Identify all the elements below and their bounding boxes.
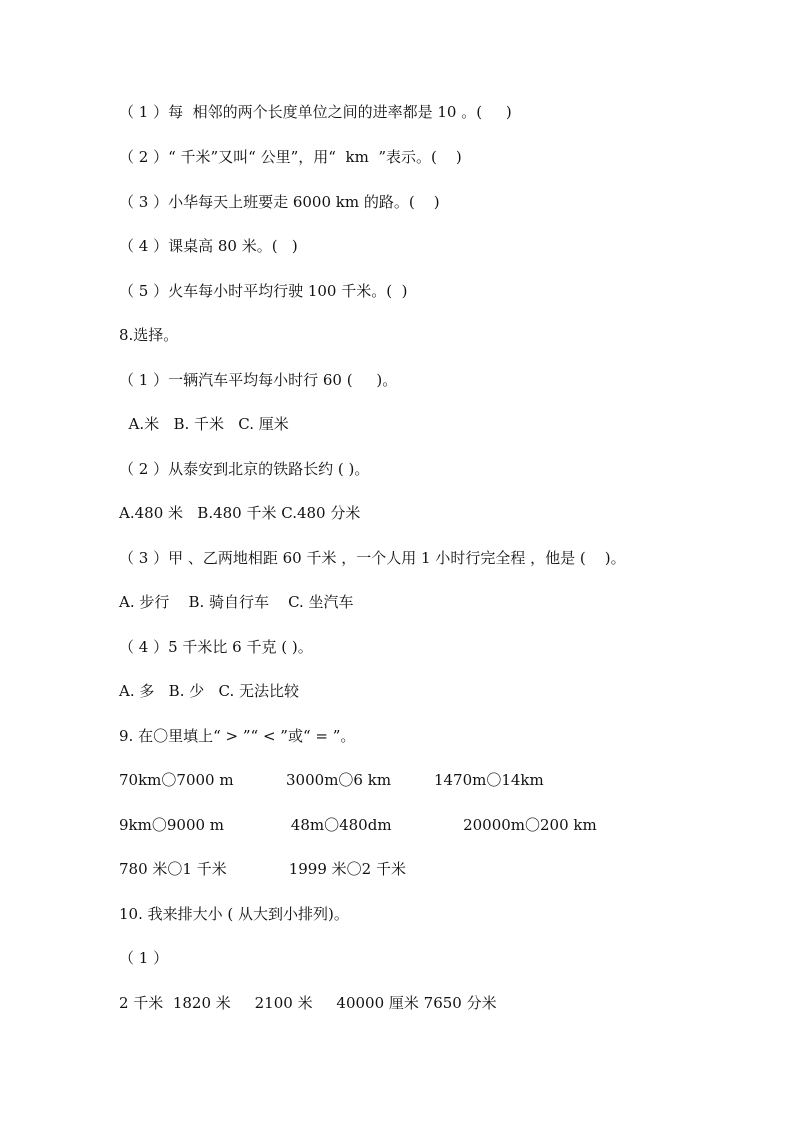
section-9-heading: 9. 在〇里填上“ > ”“ < ”或“ = ”。	[119, 727, 356, 745]
section-8-heading: 8.选择。	[119, 326, 179, 344]
choice-options-3: A. 步行 B. 骑自行车 C. 坐汽车	[119, 593, 354, 611]
order-item-1-label: （ 1 ）	[119, 949, 169, 967]
choice-options-2: A.480 米 B.480 千米 C.480 分米	[119, 504, 361, 522]
compare-row-2: 9km〇9000 m 48m〇480dm 20000m〇200 km	[119, 816, 597, 834]
compare-row-1: 70km〇7000 m 3000m〇6 km 1470m〇14km	[119, 771, 544, 789]
choice-options-4: A. 多 B. 少 C. 无法比较	[119, 682, 300, 700]
choice-options-1: A.米 B. 千米 C. 厘米	[119, 415, 289, 433]
judge-item-2: （ 2 ）“ 千米”又叫“ 公里”，用“ km ”表示。( )	[119, 148, 462, 166]
choice-question-3: （ 3 ）甲 、乙两地相距 60 千米 ，一个人用 1 小时行完全程 ，他是 ( )。	[119, 549, 626, 567]
judge-item-3: （ 3 ）小华每天上班要走 6000 km 的路。( )	[119, 193, 440, 211]
judge-item-4: （ 4 ）课桌高 80 米。( )	[119, 237, 298, 255]
judge-item-5: （ 5 ）火车每小时平均行驶 100 千米。( )	[119, 282, 408, 300]
judge-item-1: （ 1 ）每 相邻的两个长度单位之间的进率都是 10 。( )	[119, 103, 512, 121]
choice-question-4: （ 4 ）5 千米比 6 千克 ( )。	[119, 638, 313, 656]
compare-row-3: 780 米〇1 千米 1999 米〇2 千米	[119, 860, 406, 878]
section-10-heading: 10. 我来排大小 ( 从大到小排列)。	[119, 905, 349, 923]
choice-question-1: （ 1 ）一辆汽车平均每小时行 60 ( )。	[119, 371, 398, 389]
order-item-1-values: 2 千米 1820 米 2100 米 40000 厘米 7650 分米	[119, 994, 497, 1012]
choice-question-2: （ 2 ）从泰安到北京的铁路长约 ( )。	[119, 460, 370, 478]
